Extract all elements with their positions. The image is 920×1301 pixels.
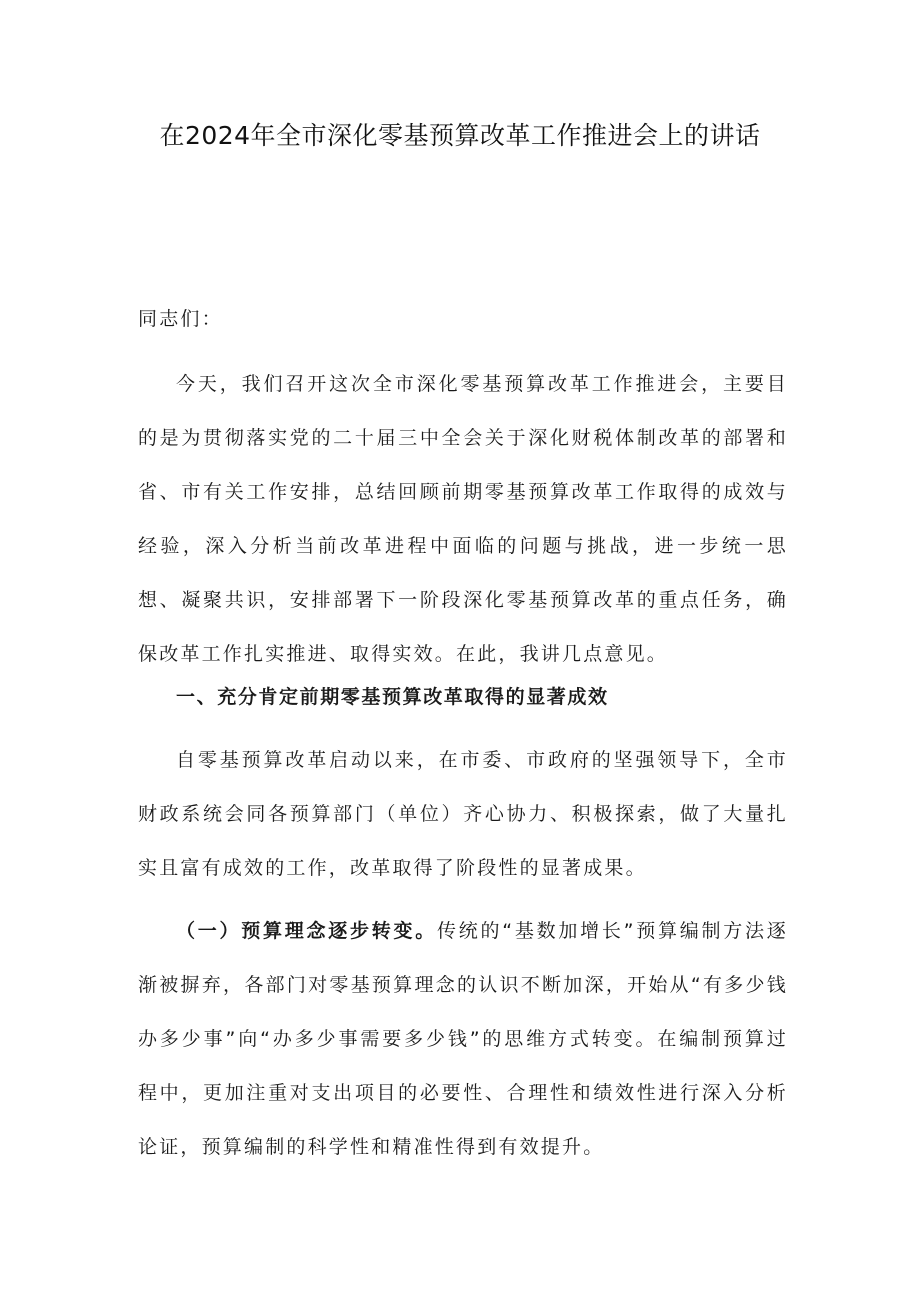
document-title: 在2024年全市深化零基预算改革工作推进会上的讲话 [159,121,761,150]
section-heading-1: 一、充分肯定前期零基预算改革取得的显著成效 [176,686,609,708]
salutation: 同志们： [138,308,223,330]
subsection-1-lead: （一）预算理念逐步转变。 [176,920,438,942]
intro-paragraph: 今天，我们召开这次全市深化零基预算改革工作推进会，主要目的是为贯彻落实党的二十届三中全会关于深化财税体制改革的部署和省、市有关工作安排，总结回顾前期零基预算改革工作取得的成效与经验，深入分析当前改革进程中面临的问题与挑战，进一步统一思想、凝聚共识，安排部署下一阶段深化零基预算改革的重点任务，确保改革工作扎实推进、取得实效。在此，我讲几点意见。 [138,373,788,665]
subsection-1-text: 传统的“基数加增长”预算编制方法逐渐被摒弃，各部门对零基预算理念的认识不断加深，开始从“有多少钱办多少事”向“办多少事需要多少钱”的思维方式转变。在编制预算过程中，更加注重对支出项目的必要性、合理性和绩效性进行深入分析论证，预算编制的科学性和精准性得到有效提升。 [138,920,788,1158]
subsection-1-paragraph [138,904,788,1174]
section-1-paragraph: 自零基预算改革启动以来，在市委、市政府的坚强领导下，全市财政系统会同各预算部门（单位）齐心协力、积极探索，做了大量扎实且富有成效的工作，改革取得了阶段性的显著成果。 [138,749,788,879]
